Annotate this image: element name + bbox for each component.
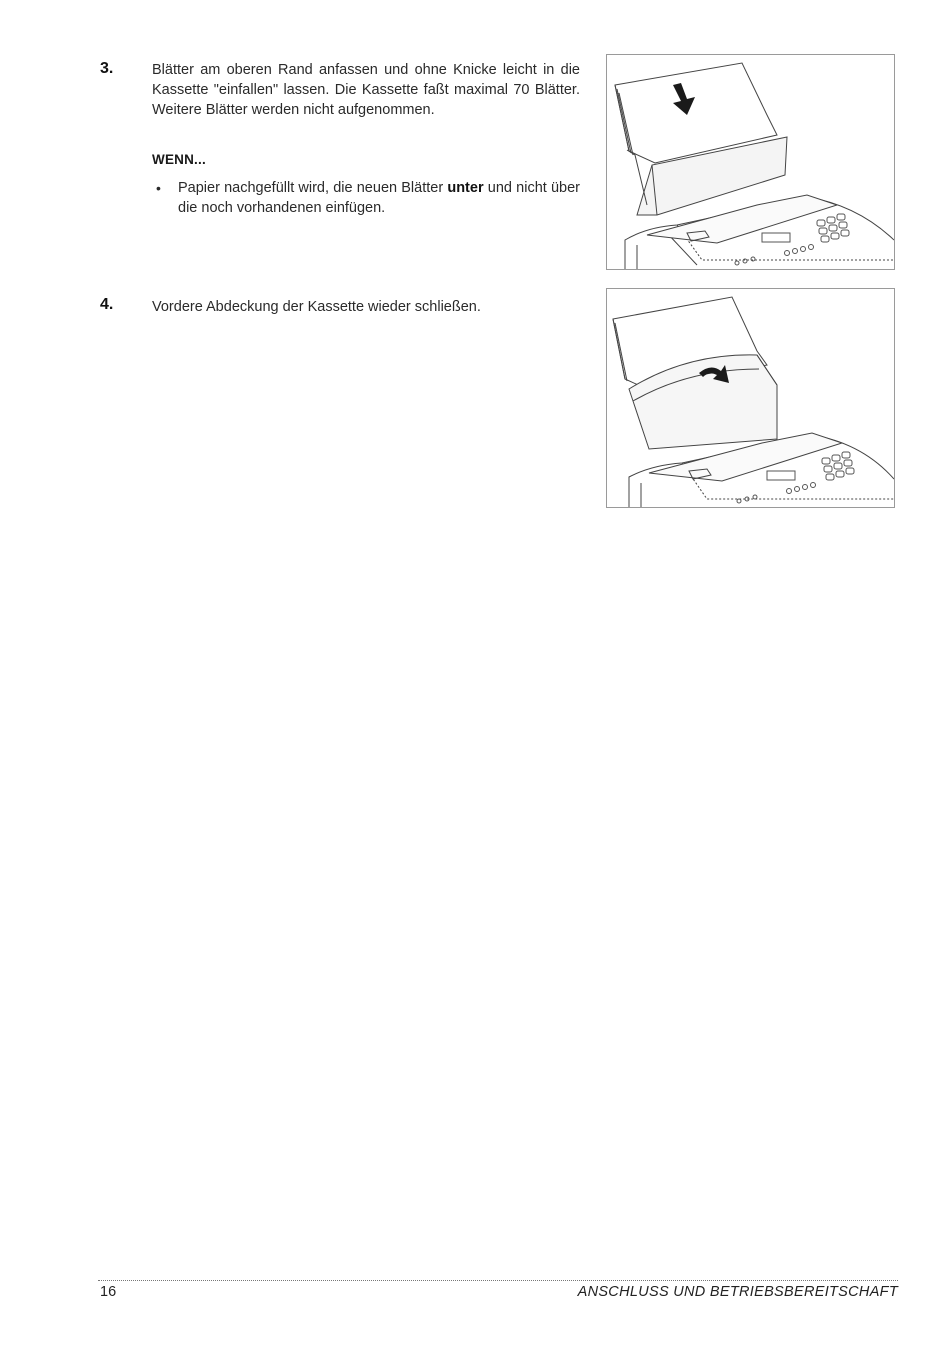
bullet-text-part: Papier nachgefüllt wird, die neuen Blätter bbox=[178, 180, 448, 196]
bullet-text-emphasis: unter bbox=[447, 180, 484, 196]
bullet-text-part: und nicht über die noch vorhandenen einfügen. bbox=[178, 180, 580, 216]
page-number: 16 bbox=[100, 1284, 117, 1300]
step-3-text: Blätter am oberen Rand anfassen und ohne Knicke leicht in die Kassette "einfallen" lassen. Die Kassette faßt maximal 70 Blätter. Weitere Blätter werden nicht aufgenommen. bbox=[152, 62, 580, 118]
step-3-number: 3. bbox=[100, 60, 114, 77]
bullet-text bbox=[178, 178, 580, 218]
condition-heading: WENN... bbox=[152, 152, 206, 167]
fax-machine-illustration bbox=[607, 55, 894, 269]
chapter-title: ANSCHLUSS UND BETRIEBSBEREITSCHAFT bbox=[577, 1284, 898, 1300]
figure-close-cover bbox=[606, 288, 895, 508]
step-4-text: Vordere Abdeckung der Kassette wieder schließen. bbox=[152, 299, 481, 315]
bullet-icon: • bbox=[156, 180, 161, 196]
step-4-number: 4. bbox=[100, 296, 114, 313]
condition-bullet bbox=[156, 178, 580, 218]
figure-insert-paper bbox=[606, 54, 895, 270]
footer-divider bbox=[98, 1280, 898, 1281]
fax-machine-illustration bbox=[607, 289, 894, 507]
